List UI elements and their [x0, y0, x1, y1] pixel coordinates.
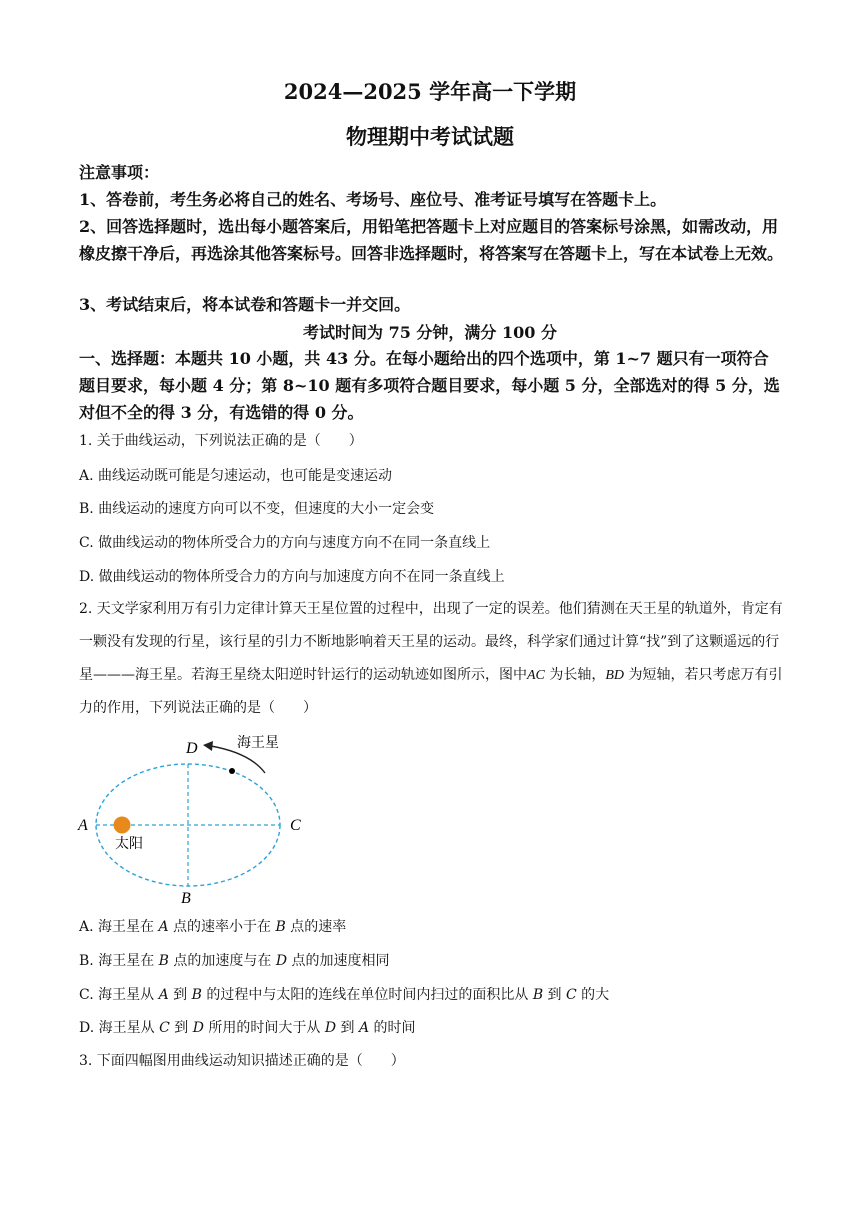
q1-option-c: C. 做曲线运动的物体所受合力的方向与速度方向不在同一条直线上	[79, 535, 491, 551]
notice-heading: 注意事项：	[79, 163, 160, 182]
q2-option-a: A. 海王星在 A 点的速率小于在 B 点的速率	[79, 919, 347, 935]
sun-icon	[114, 817, 131, 834]
neptune-orbit-diagram	[75, 730, 315, 910]
exam-title-line1: 2024—2025 学年高一下学期	[283, 79, 577, 104]
q1-option-b: B. 曲线运动的速度方向可以不变，但速度的大小一定会变	[79, 501, 435, 517]
label-b: B	[181, 890, 191, 907]
exam-title-line2: 物理期中考试试题	[346, 124, 514, 149]
notice-item-2: 2、回答选择题时，选出每小题答案后，用铅笔把答题卡上对应题目的答案标号涂黑，如需改动，用橡皮擦干净后，再选涂其他答案标号。回答非选择题时，将答案写在答题卡上，写在本试卷上无效。	[79, 217, 784, 263]
label-sun: 太阳	[115, 836, 143, 852]
q1-option-d: D. 做曲线运动的物体所受合力的方向与加速度方向不在同一条直线上	[79, 569, 505, 585]
notice-item-1: 1、答卷前，考生务必将自己的姓名、考场号、座位号、准考证号填写在答题卡上。	[79, 190, 667, 209]
label-neptune: 海王星	[237, 735, 279, 751]
q2-option-c: C. 海王星从 A 到 B 的过程中与太阳的连线在单位时间内扫过的面积比从 B 到 C 的大	[79, 987, 610, 1003]
q2-option-b: B. 海王星在 B 点的加速度与在 D 点的加速度相同	[79, 953, 390, 969]
neptune-dot	[229, 768, 235, 774]
q3-stem: 3. 下面四幅图用曲线运动知识描述正确的是（ ）	[79, 1053, 405, 1069]
exam-time-score: 考试时间为 75 分钟，满分 100 分	[303, 323, 557, 342]
label-d: D	[186, 740, 198, 757]
q1-stem: 1. 关于曲线运动，下列说法正确的是（ ）	[79, 433, 363, 449]
label-a: A	[78, 817, 88, 834]
q2-option-d: D. 海王星从 C 到 D 所用的时间大于从 D 到 A 的时间	[79, 1020, 416, 1036]
section1-intro: 一、选择题：本题共 10 小题，共 43 分。在每小题给出的四个选项中，第 1~7 题只有一项符合题目要求，每小题 4 分；第 8~10 题有多项符合题目要求，每小题 5 分，全部选对的得 5 分，选对但不全的得 3 分，有选错的得 0 分。	[79, 349, 780, 422]
q2-stem: 2. 天文学家利用万有引力定律计算天王星位置的过程中，出现了一定的误差。他们猜测在天王星的轨道外，肯定有一颗没有发现的行星，该行星的引力不断地影响着天王星的运动。最终，科学家们通过计算“找”到了这颗遥远的行星———海王星。若海王星绕太阳逆时针运行的运动轨迹如图所示，图中AC 为长轴，BD 为短轴，若只考虑万有引力的作用，下列说法正确的是（ ）	[79, 601, 783, 716]
notice-item-3: 3、考试结束后，将本试卷和答题卡一并交回。	[79, 295, 411, 314]
label-c: C	[290, 817, 301, 834]
q1-option-a: A. 曲线运动既可能是匀速运动，也可能是变速运动	[79, 468, 393, 484]
